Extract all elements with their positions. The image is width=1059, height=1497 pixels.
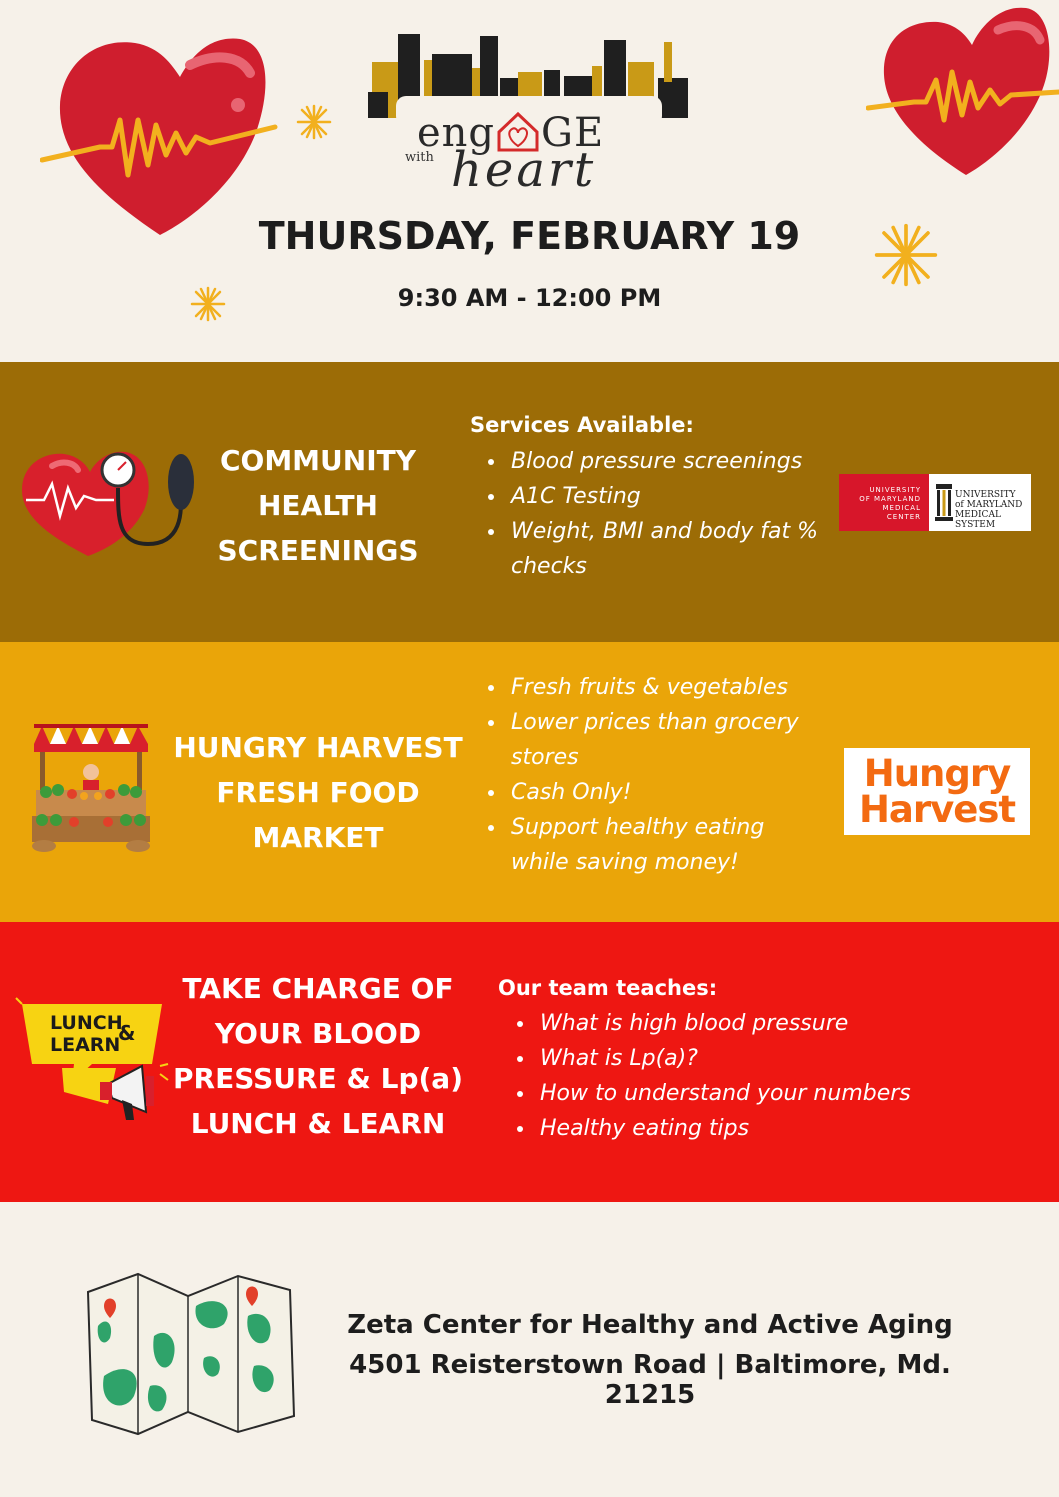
lunch-learn-list xyxy=(513,1006,953,1146)
list-item: What is Lp(a)? xyxy=(513,1041,953,1076)
list-item: Lower prices than grocery xyxy=(484,705,824,740)
heartbeat-heart-icon xyxy=(40,25,285,245)
ummc-system-logo xyxy=(929,474,1031,531)
ummc-logo xyxy=(839,474,1031,531)
list-item: Support healthy eating xyxy=(484,810,824,845)
ummc-system-text xyxy=(955,490,1029,530)
market-title xyxy=(170,725,466,860)
badge-ampersand: & xyxy=(118,1021,136,1045)
logo-heart-text: heart xyxy=(451,142,597,198)
engage-with-heart-logo xyxy=(405,102,655,198)
title-line: LUNCH & LEARN xyxy=(190,1107,446,1140)
title-line: TAKE CHARGE OF xyxy=(182,972,454,1005)
list-item: How to understand your numbers xyxy=(513,1076,953,1111)
ummc-center-logo xyxy=(839,474,929,531)
logo-part1: eng xyxy=(417,110,496,156)
list-item: Fresh fruits & vegetables xyxy=(484,670,824,705)
list-item-continuation: checks xyxy=(511,554,587,579)
sparkle-icon xyxy=(296,104,332,140)
logo-text: CENTER xyxy=(886,513,921,521)
list-item-continuation: while saving money! xyxy=(511,850,739,875)
list-item: A1C Testing xyxy=(484,479,824,514)
map-icon xyxy=(84,1266,296,1438)
heartbeat-heart-icon xyxy=(866,0,1059,180)
produce-stand-icon xyxy=(28,724,154,854)
logo-part2: GE xyxy=(541,110,605,156)
flyer-header xyxy=(0,0,1059,362)
logo-text: SYSTEM xyxy=(955,520,996,530)
event-time: 9:30 AM - 12:00 PM xyxy=(397,284,662,312)
logo-text: Harvest xyxy=(858,788,1016,831)
title-line: FRESH FOOD xyxy=(216,776,420,809)
hungry-harvest-logo xyxy=(844,748,1030,835)
list-item: Weight, BMI and body fat % xyxy=(484,514,824,549)
title-line: COMMUNITY xyxy=(219,444,417,477)
lunch-learn-badge xyxy=(50,1012,150,1056)
badge-line: LEARN xyxy=(50,1034,121,1056)
location-address: 4501 Reisterstown Road | Baltimore, Md. 21215 xyxy=(349,1350,951,1410)
title-line: PRESSURE & Lp(a) xyxy=(173,1062,463,1095)
title-line: HEALTH xyxy=(258,489,378,522)
hungry-harvest-logo-text xyxy=(844,752,1030,831)
list-item-continuation: stores xyxy=(511,745,579,770)
title-line: YOUR BLOOD xyxy=(214,1017,422,1050)
logo-text: UNIVERSITY xyxy=(869,486,921,494)
market-list xyxy=(484,670,824,880)
column-building-icon xyxy=(935,482,953,522)
logo-text: Hungry xyxy=(863,752,1011,795)
lunch-learn-heading: Our team teaches: xyxy=(498,976,718,1000)
logo-text: OF MARYLAND xyxy=(859,495,921,503)
screenings-heading: Services Available: xyxy=(470,413,694,437)
screenings-list xyxy=(484,444,824,584)
logo-text: of MARYLAND xyxy=(955,500,1023,510)
title-line: MARKET xyxy=(252,821,384,854)
list-item: Healthy eating tips xyxy=(513,1111,953,1146)
logo-with-text: with xyxy=(405,150,434,165)
event-date: THURSDAY, FEBRUARY 19 xyxy=(258,214,801,258)
title-line: SCREENINGS xyxy=(217,534,419,567)
logo-text: MEDICAL xyxy=(882,504,921,512)
location-name: Zeta Center for Healthy and Active Aging xyxy=(347,1310,953,1340)
list-item: What is high blood pressure xyxy=(513,1006,953,1041)
title-line: HUNGRY HARVEST xyxy=(173,731,463,764)
list-item: Cash Only! xyxy=(484,775,824,810)
screenings-title xyxy=(170,438,466,573)
list-item: Blood pressure screenings xyxy=(484,444,824,479)
badge-line: LUNCH xyxy=(50,1012,123,1034)
lunch-learn-title xyxy=(170,966,466,1146)
logo-text: UNIVERSITY xyxy=(955,490,1016,500)
logo-text: MEDICAL xyxy=(955,510,1001,520)
